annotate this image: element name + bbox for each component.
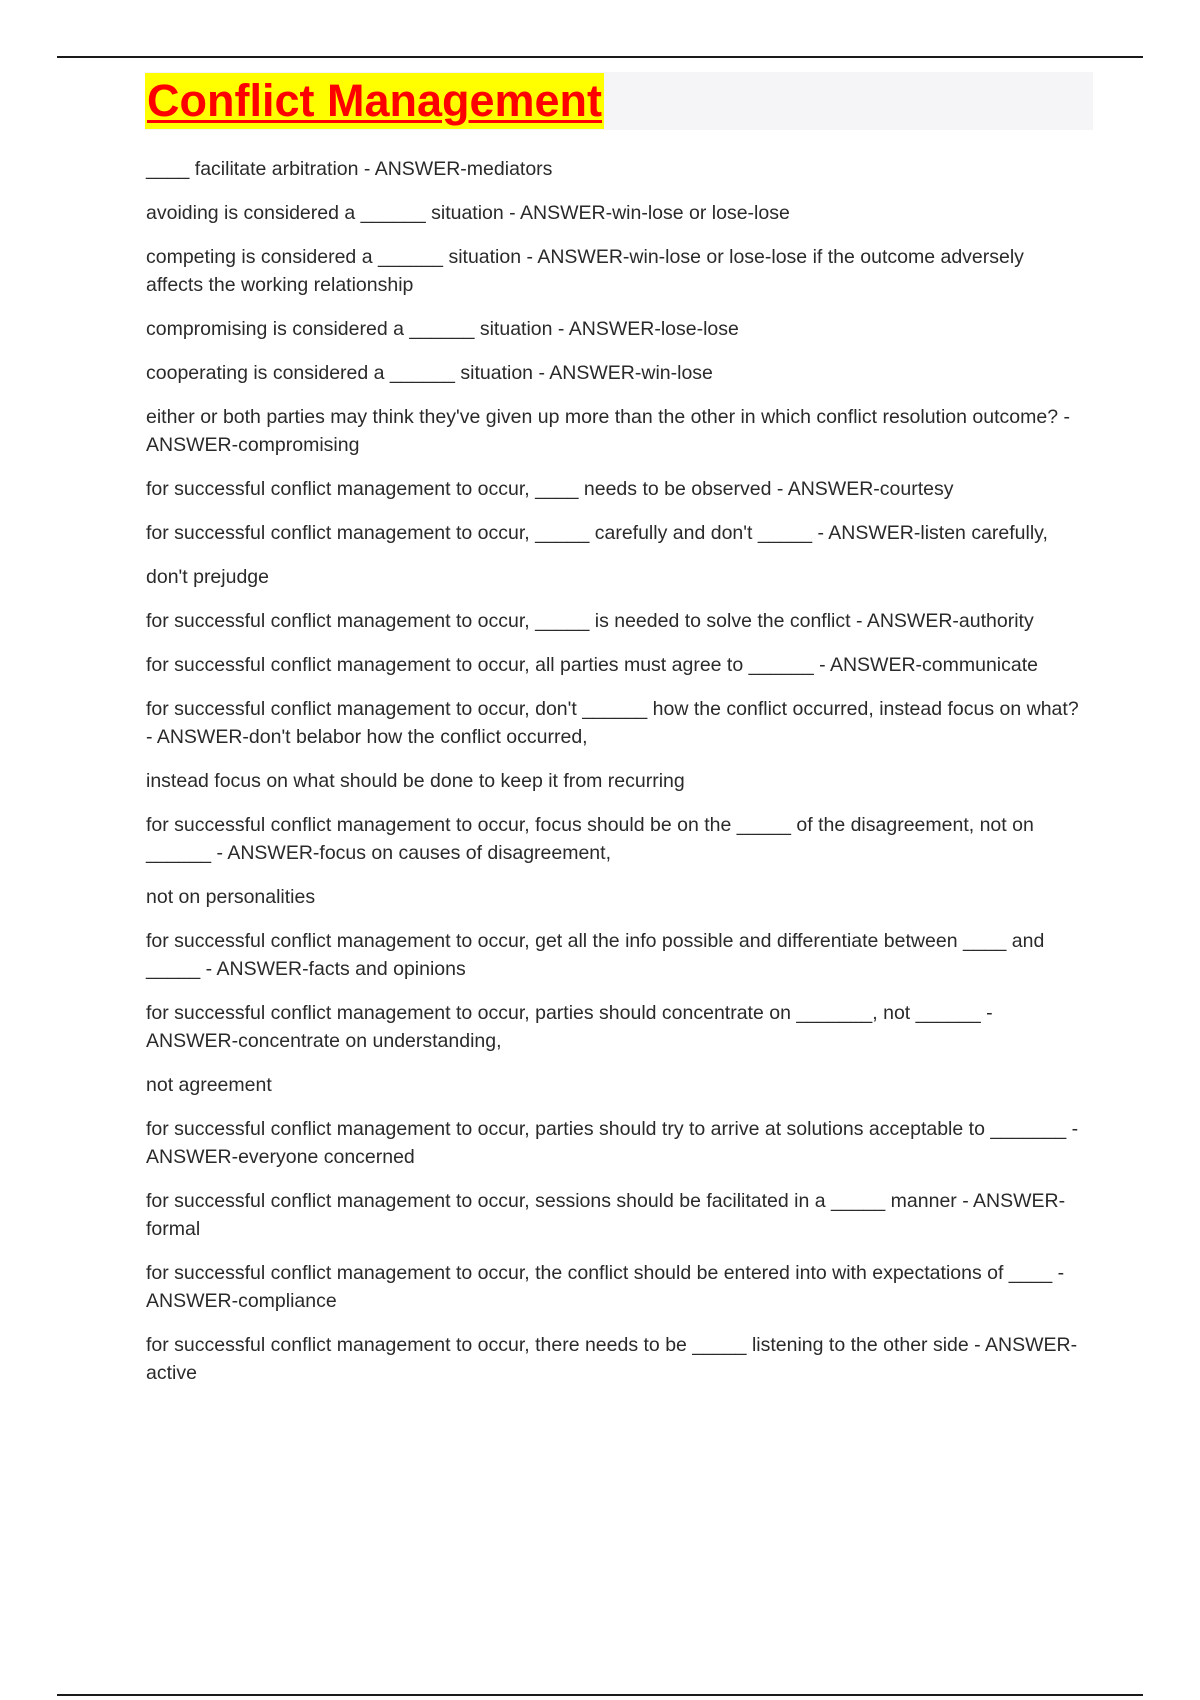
qa-item: not agreement: [146, 1074, 272, 1096]
qa-item: for successful conflict management to occur, _____ carefully and don't _____ - ANSWER-listen carefully,: [146, 522, 1048, 544]
qa-item: competing is considered a ______ situation - ANSWER-win-lose or lose-lose if the outcome adversely affects the working relationship: [146, 246, 1024, 296]
qa-item: for successful conflict management to occur, _____ is needed to solve the conflict - ANSWER-authority: [146, 610, 1034, 632]
qa-item: for successful conflict management to occur, sessions should be facilitated in a _____ manner - ANSWER-formal: [146, 1190, 1066, 1240]
qa-item: don't prejudge: [146, 566, 269, 588]
qa-item: for successful conflict management to occur, ____ needs to be observed - ANSWER-courtesy: [146, 478, 954, 500]
qa-item: avoiding is considered a ______ situation - ANSWER-win-lose or lose-lose: [146, 202, 790, 224]
qa-item: not on personalities: [146, 886, 316, 908]
qa-item: compromising is considered a ______ situation - ANSWER-lose-lose: [146, 318, 739, 340]
qa-item: for successful conflict management to occur, focus should be on the _____ of the disagreement, not on ______ - ANSWER-focus on causes of disagreement,: [146, 814, 1034, 864]
qa-item: for successful conflict management to occur, parties should concentrate on _______, not ______ - ANSWER-concentrate on understanding,: [146, 1002, 993, 1052]
footer-rule: [57, 1694, 1143, 1696]
qa-item: for successful conflict management to occur, parties should try to arrive at solutions acceptable to _______ - ANSWER-everyone concerned: [146, 1118, 1079, 1168]
qa-item: for successful conflict management to occur, there needs to be _____ listening to the other side - ANSWER-active: [146, 1334, 1078, 1384]
document-body: [146, 155, 1086, 1403]
qa-item: for successful conflict management to occur, don't ______ how the conflict occurred, instead focus on what? - ANSWER-don't belabor how the conflict occurred,: [146, 698, 1079, 748]
qa-item: ____ facilitate arbitration - ANSWER-mediators: [146, 158, 553, 180]
qa-item: instead focus on what should be done to keep it from recurring: [146, 770, 685, 792]
qa-item: for successful conflict management to occur, get all the info possible and differentiate between ____ and _____ - ANSWER-facts and opinions: [146, 930, 1045, 980]
qa-item: either or both parties may think they've given up more than the other in which conflict resolution outcome? - ANSWER-compromising: [146, 406, 1070, 456]
qa-item: cooperating is considered a ______ situation - ANSWER-win-lose: [146, 362, 713, 384]
page-title: Conflict Management: [145, 73, 604, 129]
header-rule: [57, 56, 1143, 58]
qa-item: for successful conflict management to occur, all parties must agree to ______ - ANSWER-communicate: [146, 654, 1038, 676]
qa-item: for successful conflict management to occur, the conflict should be entered into with expectations of ____ - ANSWER-compliance: [146, 1262, 1065, 1312]
